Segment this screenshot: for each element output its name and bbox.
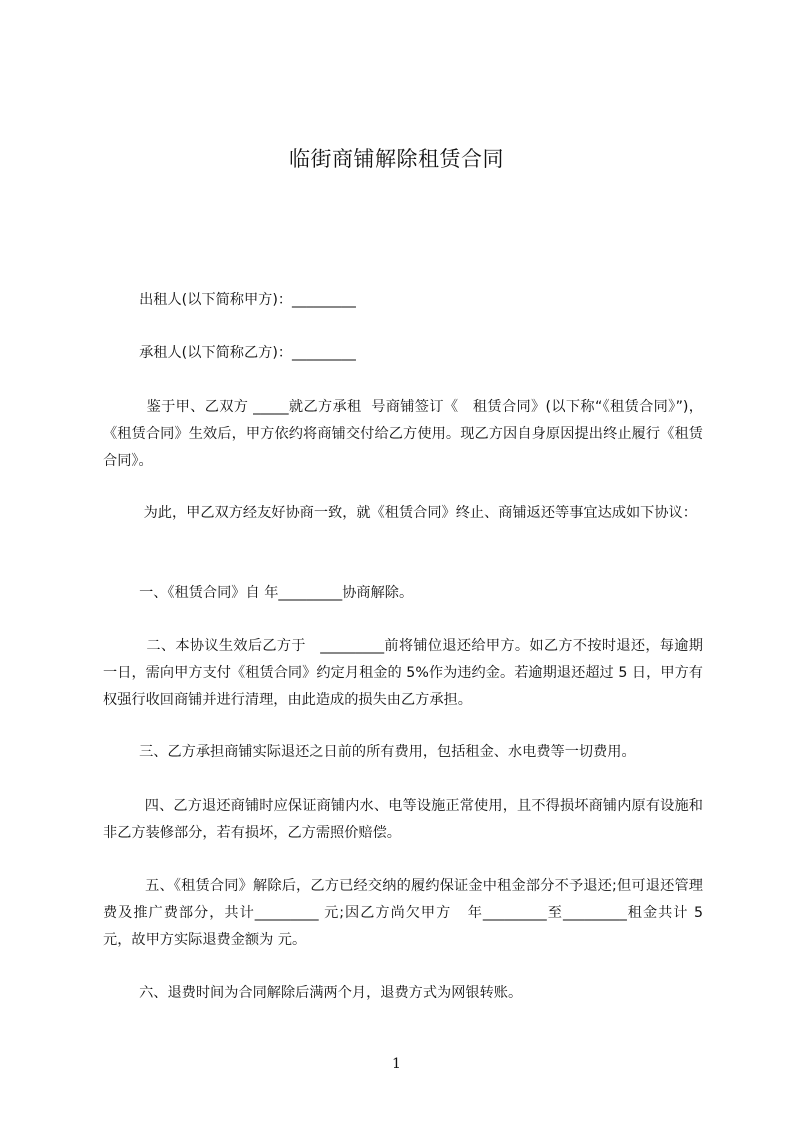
clause-2: 二、本协议生效后乙方于 _________前将铺位退还给甲方。如乙方不按时退还，每逾期一日，需向甲方支付《租赁合同》约定月租金的 5%作为违约金。若逾期退还超过 5 日，甲方有权强行收回商铺并进行清理，由此造成的损失由乙方承担。 [103,638,703,708]
preamble-paragraph: 鉴于甲、乙双方 _____就乙方承租 号商铺签订《 租赁合同》(以下称“《租赁合同》”)，《租赁合同》生效后，甲方依约将商铺交付给乙方使用。现乙方因自身原因提出终止履行《租赁合同》。 [103,399,703,469]
document-title: 临街商铺解除租赁合同 [289,147,504,171]
clause-4: 四、乙方退还商铺时应保证商铺内水、电等设施正常使用，且不得损坏商铺内原有设施和非乙方装修部分，若有损坏，乙方需照价赔偿。 [103,798,703,841]
clause-3: 三、乙方承担商铺实际退还之日前的所有费用，包括租金、水电费等一切费用。 [103,744,636,760]
lessor-line: 出租人(以下简称甲方)：_________ [103,292,356,308]
clause-6: 六、退费时间为合同解除后满两个月，退费方式为网银转账。 [103,985,523,1001]
agreement-intro-paragraph: 为此，甲乙双方经友好协商一致，就《租赁合同》终止、商铺返还等事宜达成如下协议： [103,505,697,521]
clause-1: 一、《租赁合同》自 年_________协商解除。 [103,585,414,601]
lessee-line: 承租人(以下简称乙方)：_________ [103,345,356,361]
clause-5: 五、《租赁合同》解除后，乙方已经交纳的履约保证金中租金部分不予退还;但可退还管理费及推广费部分，共计_________ 元;因乙方尚欠甲方 年_________至_________租金共计 5 元，故甲方实际退费金额为 元。 [103,878,708,948]
page-number: 1 [392,1056,401,1072]
